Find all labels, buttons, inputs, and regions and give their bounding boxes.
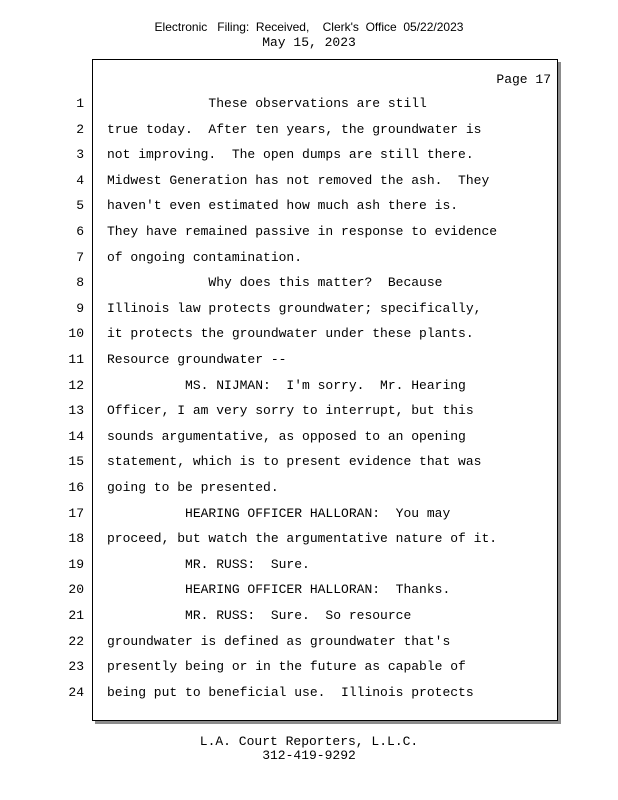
transcript-line: haven't even estimated how much ash there is. <box>107 198 459 213</box>
reporter-phone: 312-419-9292 <box>262 748 356 763</box>
transcript-line: HEARING OFFICER HALLORAN: You may <box>107 506 451 521</box>
line-number: 10 <box>68 326 84 341</box>
transcript-line: Officer, I am very sorry to interrupt, but this <box>107 403 474 418</box>
line-number: 3 <box>76 147 84 162</box>
transcript-line: groundwater is defined as groundwater that's <box>107 634 451 649</box>
transcript-line: They have remained passive in response to evidence <box>107 224 498 239</box>
reporter-company: L.A. Court Reporters, L.L.C. <box>199 734 419 749</box>
line-number: 23 <box>68 659 84 674</box>
line-number: 18 <box>68 531 84 546</box>
transcript-line: not improving. The open dumps are still there. <box>107 147 474 162</box>
transcript-line: sounds argumentative, as opposed to an opening <box>107 429 466 444</box>
line-number: 11 <box>68 352 84 367</box>
line-number: 21 <box>68 608 84 623</box>
transcript-line: Midwest Generation has not removed the ash. They <box>107 173 490 188</box>
transcript-line: true today. After ten years, the groundwater is <box>107 122 482 137</box>
line-number: 2 <box>76 122 84 137</box>
line-number: 1 <box>76 96 84 111</box>
line-number: 5 <box>76 198 84 213</box>
line-number: 6 <box>76 224 84 239</box>
line-number: 15 <box>68 454 84 469</box>
transcript-date: May 15, 2023 <box>262 35 356 50</box>
line-number: 4 <box>76 173 84 188</box>
transcript-line: HEARING OFFICER HALLORAN: Thanks. <box>107 582 451 597</box>
line-number: 13 <box>68 403 84 418</box>
line-number: 17 <box>68 506 84 521</box>
line-number: 9 <box>76 301 84 316</box>
filing-stamp-header: Electronic Filing: Received, Clerk's Office 05/22/2023 <box>154 20 464 34</box>
line-number: 14 <box>68 429 84 444</box>
line-number: 24 <box>68 685 84 700</box>
transcript-line: Why does this matter? Because <box>107 275 443 290</box>
line-number: 8 <box>76 275 84 290</box>
transcript-line: of ongoing contamination. <box>107 250 303 265</box>
transcript-line: Illinois law protects groundwater; specifically, <box>107 301 482 316</box>
transcript-line: Resource groundwater -- <box>107 352 287 367</box>
transcript-line: being put to beneficial use. Illinois protects <box>107 685 474 700</box>
transcript-line: going to be presented. <box>107 480 279 495</box>
transcript-line: statement, which is to present evidence that was <box>107 454 482 469</box>
line-number: 22 <box>68 634 84 649</box>
transcript-line: presently being or in the future as capable of <box>107 659 466 674</box>
transcript-line: MS. NIJMAN: I'm sorry. Mr. Hearing <box>107 378 466 393</box>
transcript-line: These observations are still <box>107 96 427 111</box>
transcript-line: MR. RUSS: Sure. <box>107 557 310 572</box>
page-number: Page 17 <box>496 72 551 87</box>
line-number: 19 <box>68 557 84 572</box>
line-number: 12 <box>68 378 84 393</box>
line-number: 7 <box>76 250 84 265</box>
line-number: 20 <box>68 582 84 597</box>
line-number: 16 <box>68 480 84 495</box>
transcript-line: MR. RUSS: Sure. So resource <box>107 608 412 623</box>
transcript-line: it protects the groundwater under these plants. <box>107 326 474 341</box>
transcript-line: proceed, but watch the argumentative nature of it. <box>107 531 498 546</box>
